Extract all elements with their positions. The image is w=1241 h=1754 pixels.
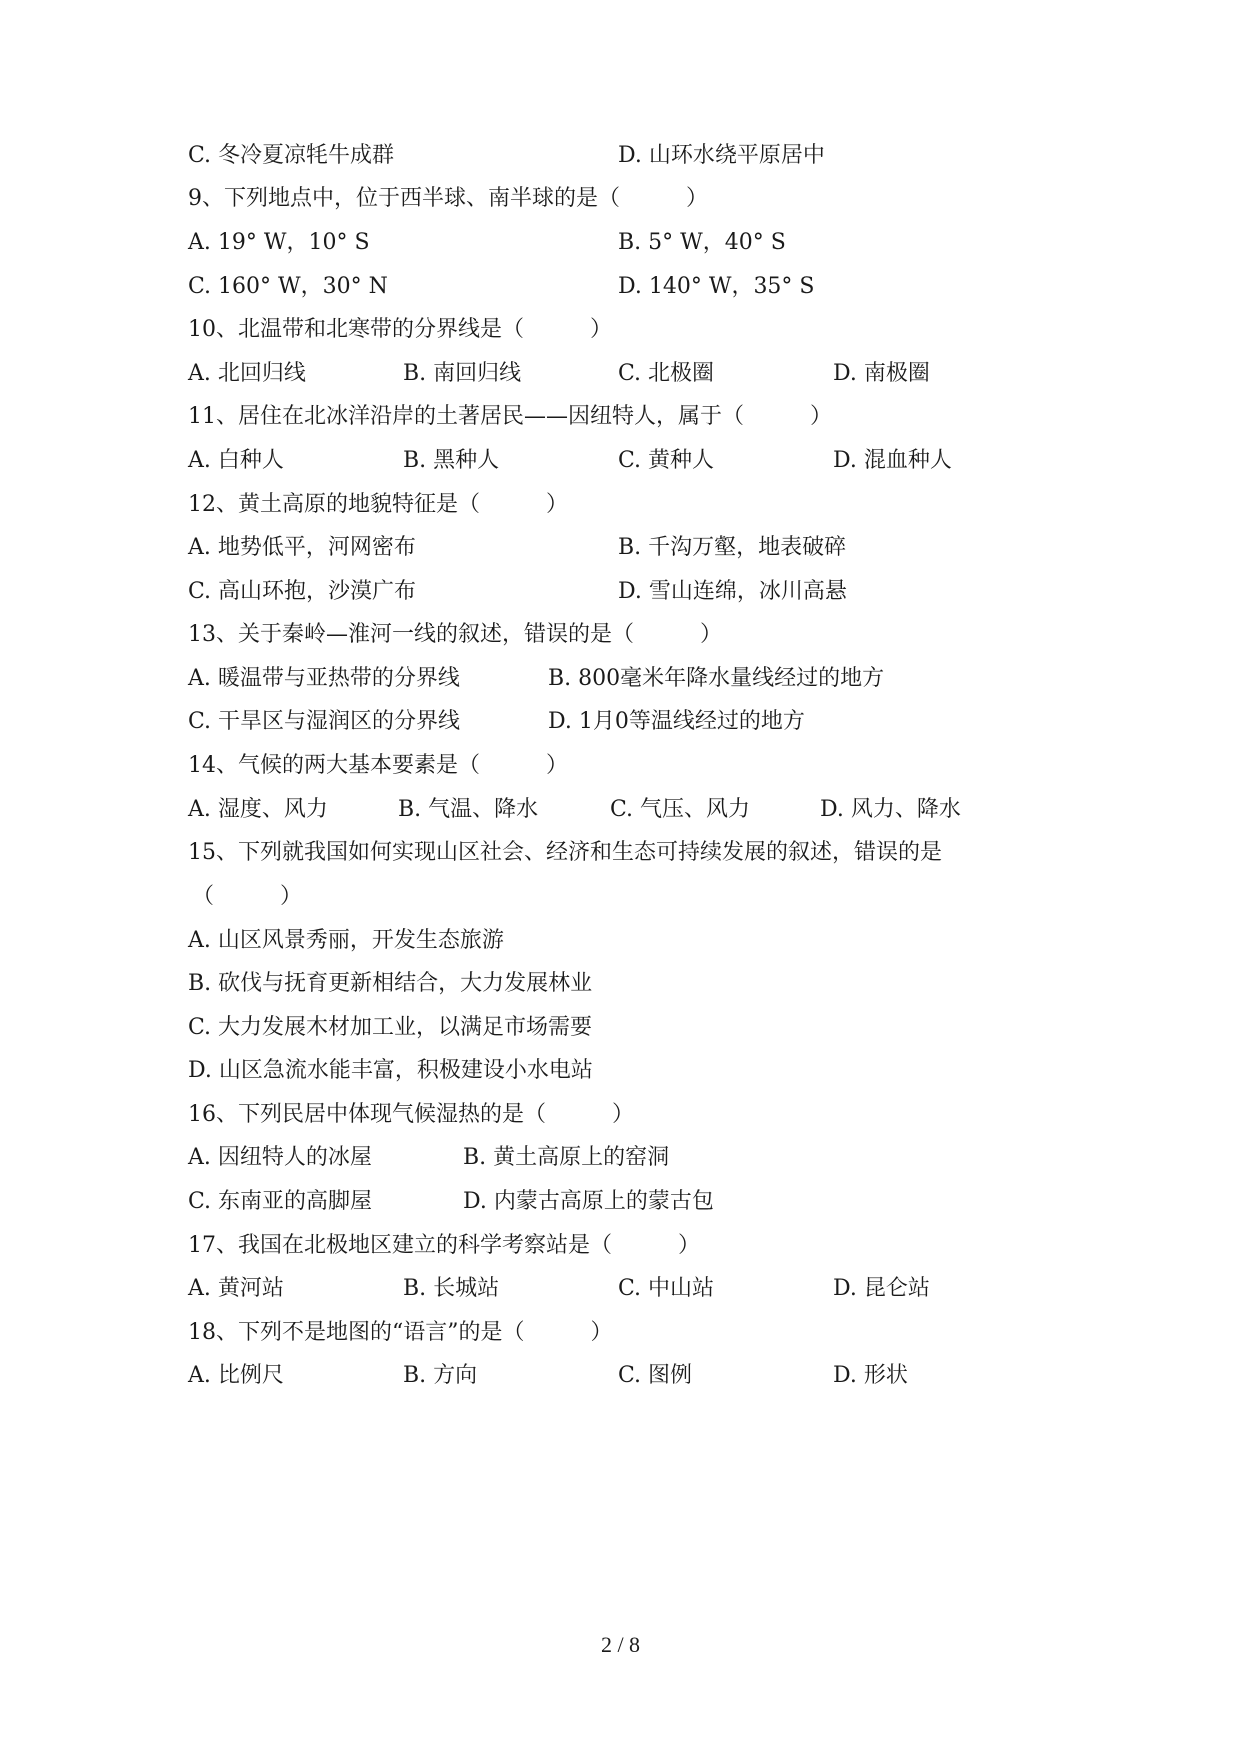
- question-15: 15、下列就我国如何实现山区社会、经济和生态可持续发展的叙述，错误的是: [188, 840, 942, 865]
- question-13: 13、关于秦岭—淮河一线的叙述，错误的是（ ）: [188, 622, 722, 647]
- option-a-q11: A. 白种人: [188, 448, 284, 473]
- option-b-q12: B. 千沟万壑，地表破碎: [618, 535, 847, 560]
- question-9: 9、下列地点中，位于西半球、南半球的是（ ）: [188, 186, 708, 211]
- option-a-q13: A. 暖温带与亚热带的分界线: [188, 666, 460, 691]
- option-c-q14: C. 气压、风力: [610, 797, 751, 822]
- option-d-q11: D. 混血种人: [833, 448, 952, 473]
- option-b-q14: B. 气温、降水: [398, 797, 539, 822]
- option-a-q17: A. 黄河站: [188, 1276, 284, 1301]
- option-c-item8: C. 冬冷夏凉牦牛成群: [188, 143, 395, 168]
- option-a-q15: A. 山区风景秀丽，开发生态旅游: [188, 928, 504, 953]
- option-c-q10: C. 北极圈: [618, 361, 715, 386]
- option-c-q12: C. 高山环抱，沙漠广布: [188, 579, 417, 604]
- question-11: 11、居住在北冰洋沿岸的土著居民——因纽特人，属于（ ）: [188, 404, 832, 429]
- option-c-q16: C. 东南亚的高脚屋: [188, 1189, 373, 1214]
- option-c-q18: C. 图例: [618, 1363, 693, 1388]
- option-a-q18: A. 比例尺: [188, 1363, 284, 1388]
- option-d-q14: D. 风力、降水: [820, 797, 961, 822]
- question-17: 17、我国在北极地区建立的科学考察站是（ ）: [188, 1233, 700, 1258]
- question-10: 10、北温带和北寒带的分界线是（ ）: [188, 317, 612, 342]
- option-d-q15: D. 山区急流水能丰富，积极建设小水电站: [188, 1058, 593, 1083]
- option-d-q18: D. 形状: [833, 1363, 908, 1388]
- option-b-q10: B. 南回归线: [403, 361, 522, 386]
- option-b-q13: B. 800毫米年降水量线经过的地方: [548, 666, 885, 691]
- question-18: 18、下列不是地图的“语言”的是（ ）: [188, 1320, 613, 1345]
- option-b-q11: B. 黑种人: [403, 448, 500, 473]
- question-12: 12、黄土高原的地貌特征是（ ）: [188, 492, 568, 517]
- option-b-q15: B. 砍伐与抚育更新相结合，大力发展林业: [188, 971, 593, 996]
- question-15-bracket: （ ）: [192, 884, 303, 909]
- option-c-q9: C. 160° W，30° N: [188, 274, 388, 299]
- option-d-q12: D. 雪山连绵，冰川高悬: [618, 579, 847, 604]
- option-c-q15: C. 大力发展木材加工业，以满足市场需要: [188, 1015, 593, 1040]
- question-16: 16、下列民居中体现气候湿热的是（ ）: [188, 1102, 634, 1127]
- option-c-q11: C. 黄种人: [618, 448, 715, 473]
- option-c-q17: C. 中山站: [618, 1276, 715, 1301]
- option-a-q14: A. 湿度、风力: [188, 797, 328, 822]
- option-d-q17: D. 昆仑站: [833, 1276, 930, 1301]
- question-14: 14、气候的两大基本要素是（ ）: [188, 753, 568, 778]
- option-d-q16: D. 内蒙古高原上的蒙古包: [463, 1189, 714, 1214]
- option-d-q13: D. 1月0等温线经过的地方: [548, 709, 805, 734]
- option-b-q17: B. 长城站: [403, 1276, 500, 1301]
- option-b-q16: B. 黄土高原上的窑洞: [463, 1145, 670, 1170]
- option-b-q18: B. 方向: [403, 1363, 478, 1388]
- option-a-q12: A. 地势低平，河网密布: [188, 535, 416, 560]
- option-a-q9: A. 19° W，10° S: [188, 230, 370, 255]
- option-a-q16: A. 因纽特人的冰屋: [188, 1145, 372, 1170]
- option-c-q13: C. 干旱区与湿润区的分界线: [188, 709, 461, 734]
- option-d-item8: D. 山环水绕平原居中: [618, 143, 825, 168]
- option-b-q9: B. 5° W，40° S: [618, 230, 786, 255]
- option-d-q9: D. 140° W，35° S: [618, 274, 815, 299]
- option-d-q10: D. 南极圈: [833, 361, 930, 386]
- page-number: 2 / 8: [600, 1632, 641, 1657]
- option-a-q10: A. 北回归线: [188, 361, 306, 386]
